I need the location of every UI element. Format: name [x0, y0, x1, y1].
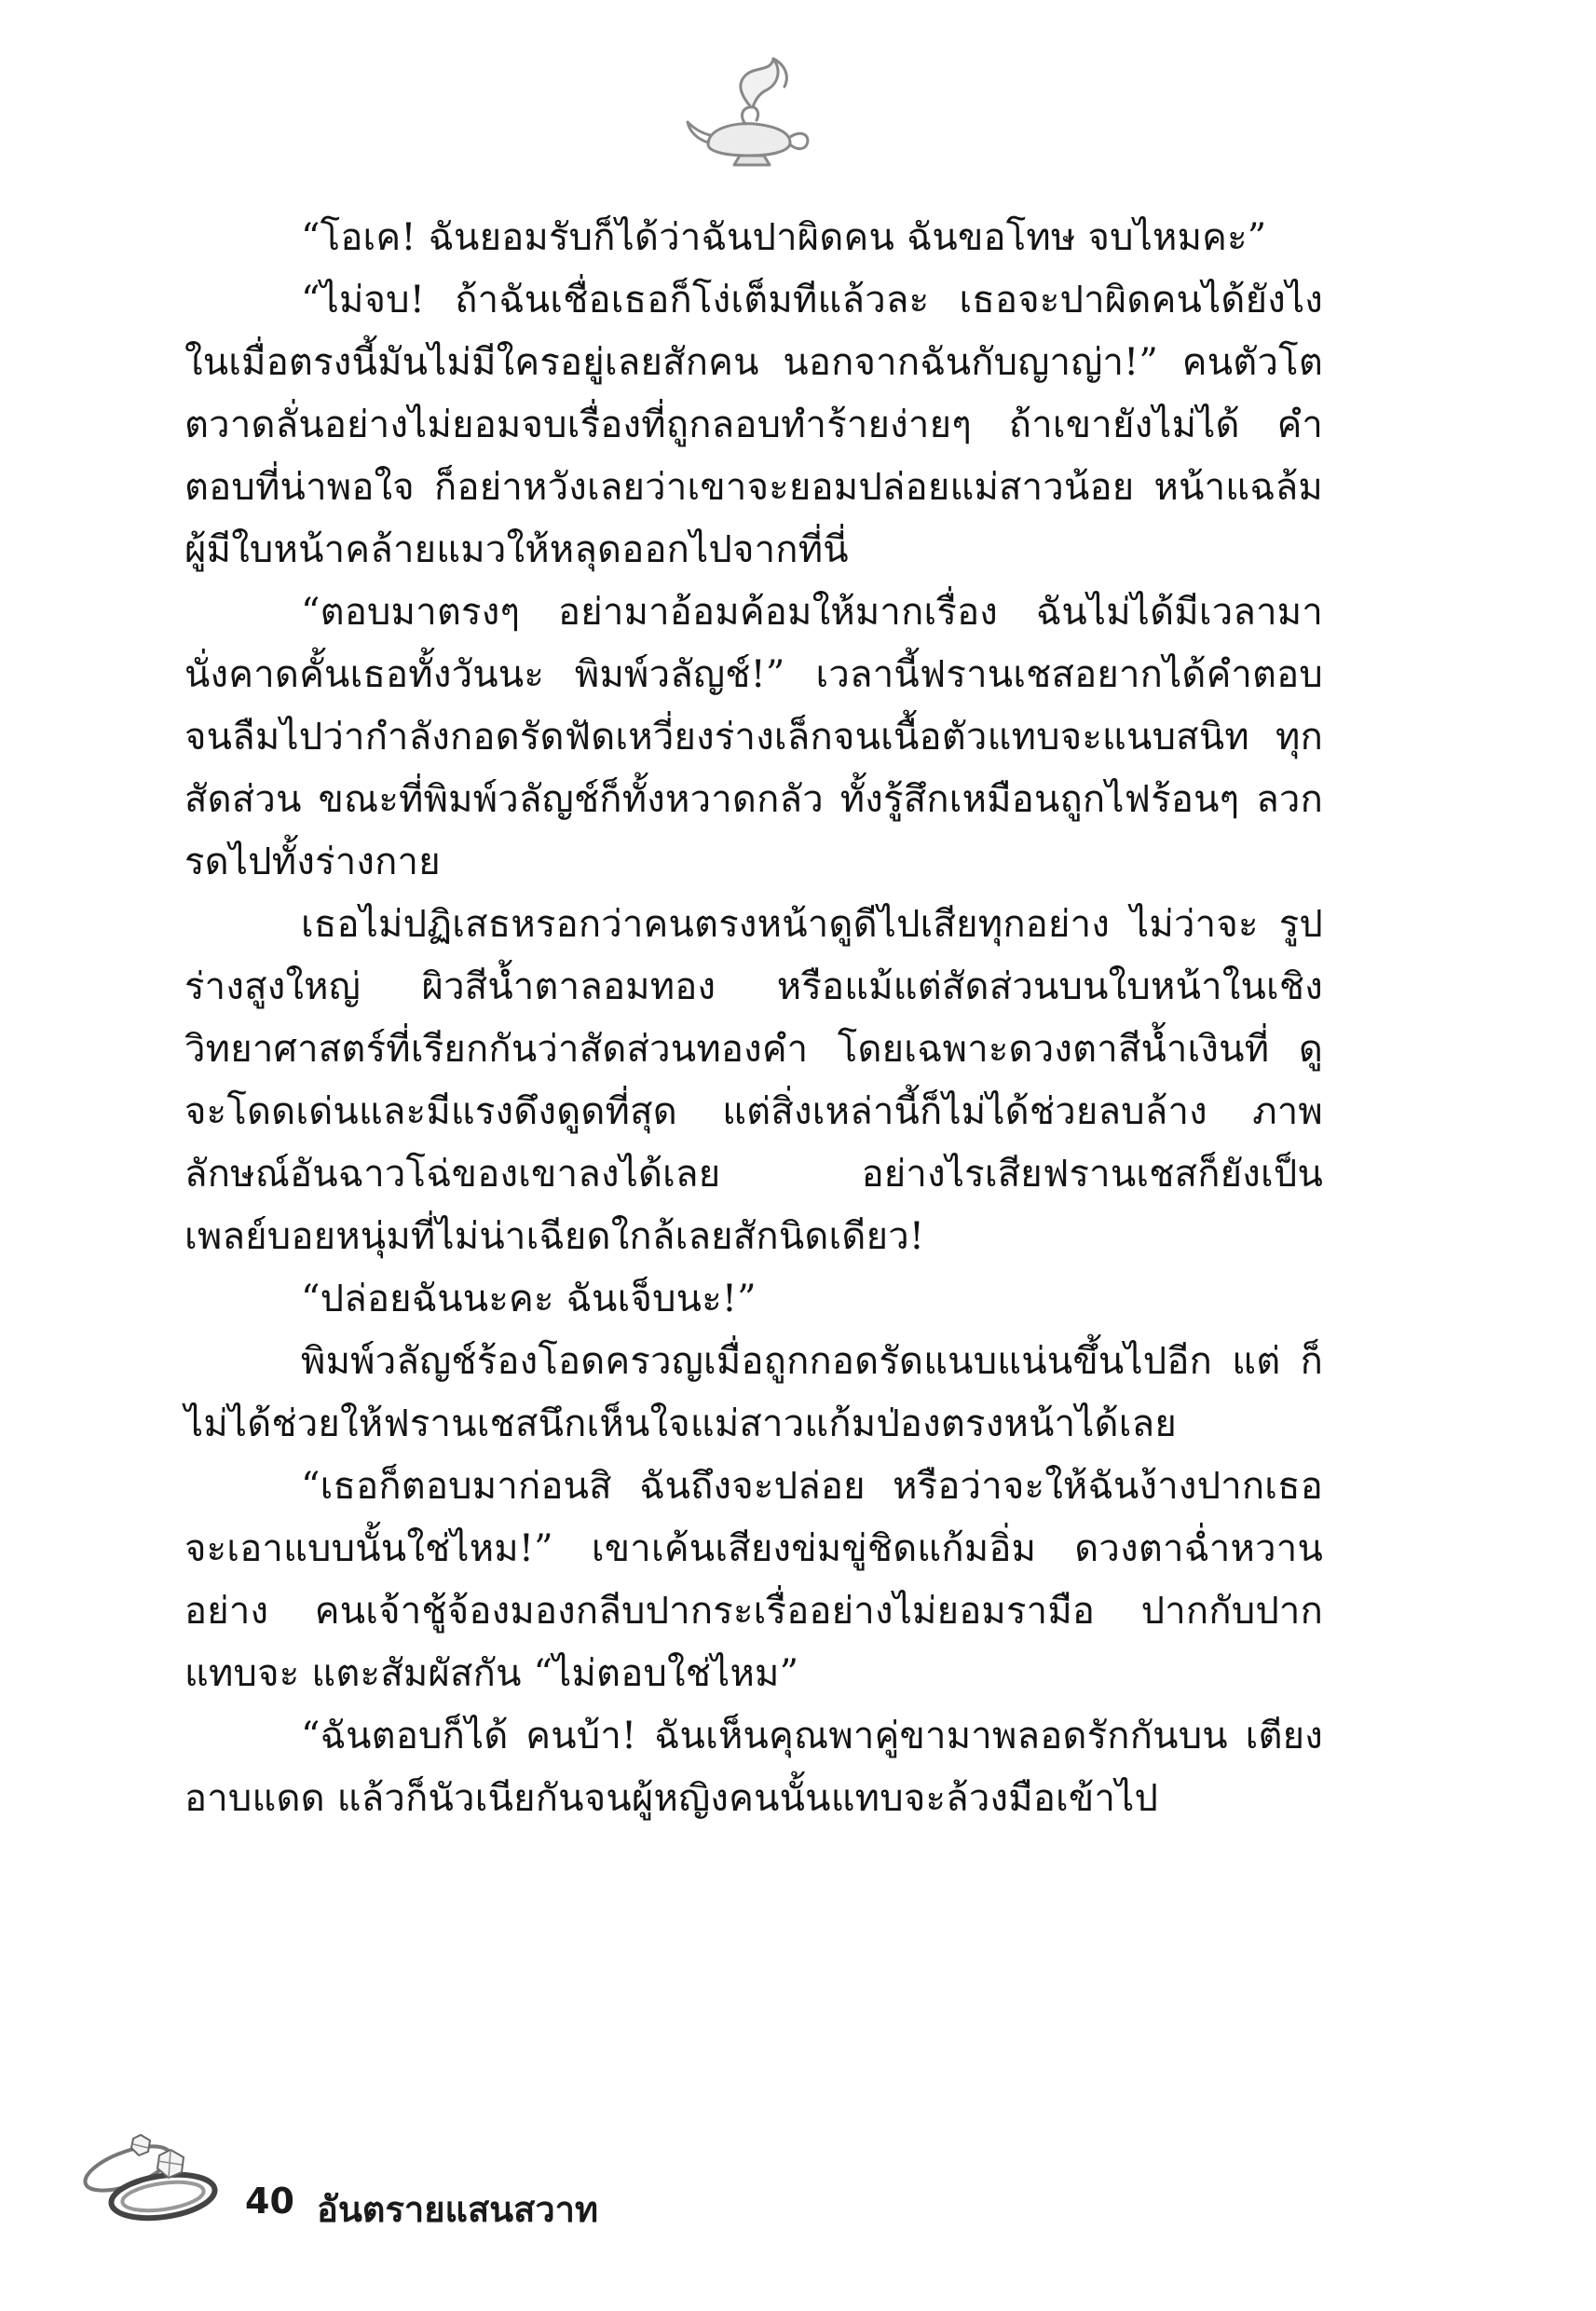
paragraph: “ฉันตอบก็ได้ คนบ้า! ฉันเห็นคุณพาคู่ขามาพลอดรักกันบน เตียงอาบแดด แล้วก็นัวเนียกันจนผู้หญิงคนนั้นแทบจะล้วงมือเข้าไป: [184, 1715, 1323, 1820]
paragraph: “เธอก็ตอบมาก่อนสิ ฉันถึงจะปล่อย หรือว่าจะให้ฉันง้างปากเธอ จะเอาแบบนั้นใช่ไหม!” เขาเค้นเสียงข่มขู่ชิดแก้มอิ่ม ดวงตาฉ่ำหวานอย่าง คนเจ้าชู้จ้องมองกลีบปากระเรื่ออย่างไม่ยอมรามือ ปากกับปากแทบจะ แตะสัมผัสกัน “ไม่ตอบใช่ไหม”: [184, 1465, 1323, 1695]
diamond-rings-icon: [61, 2111, 238, 2232]
story-text: [184, 207, 1323, 1830]
paragraph: “ไม่จบ! ถ้าฉันเชื่อเธอก็โง่เต็มทีแล้วละ เธอจะปาผิดคนได้ยังไง ในเมื่อตรงนี้มันไม่มีใครอยู่เลยสักคน นอกจากฉันกับญาญ่า!” คนตัวโต ตวาดลั่นอย่างไม่ยอมจบเรื่องที่ถูกลอบทำร้ายง่ายๆ ถ้าเขายังไม่ได้ คำตอบที่น่าพอใจ ก็อย่าหวังเลยว่าเขาจะยอมปล่อยแม่สาวน้อย หน้าแฉล้มผู้มีใบหน้าคล้ายแมวให้หลุดออกไปจากที่นี่: [184, 279, 1323, 571]
paragraph: พิมพ์วลัญช์ร้องโอดครวญเมื่อถูกกอดรัดแนบแน่นขึ้นไปอีก แต่ ก็ไม่ได้ช่วยให้ฟรานเชสนึกเห็นใจแม่สาวแก้มป่องตรงหน้าได้เลย: [184, 1340, 1323, 1445]
paragraph: เธอไม่ปฏิเสธหรอกว่าคนตรงหน้าดูดีไปเสียทุกอย่าง ไม่ว่าจะ รูปร่างสูงใหญ่ ผิวสีน้ำตาลอมทอง หรือแม้แต่สัดส่วนบนใบหน้าในเชิง วิทยาศาสตร์ที่เรียกกันว่าสัดส่วนทองคำ โดยเฉพาะดวงตาสีน้ำเงินที่ ดูจะโดดเด่นและมีแรงดึงดูดที่สุด แต่สิ่งเหล่านี้ก็ไม่ได้ช่วยลบล้าง ภาพลักษณ์อันฉาวโฉ่ของเขาลงได้เลย อย่างไรเสียฟรานเชสก็ยังเป็น เพลย์บอยหนุ่มที่ไม่น่าเฉียดใกล้เลยสักนิดเดียว!: [184, 903, 1323, 1258]
book-title: อันตรายแสนสวาท: [317, 2189, 599, 2230]
magic-lamp-icon: [680, 51, 820, 172]
paragraph: “โอเค! ฉันยอมรับก็ได้ว่าฉันปาผิดคน ฉันขอโทษ จบไหมคะ”: [301, 216, 1267, 259]
paragraph: “ปล่อยฉันนะคะ ฉันเจ็บนะ!”: [301, 1278, 757, 1320]
paragraph: “ตอบมาตรงๆ อย่ามาอ้อมค้อมให้มากเรื่อง ฉันไม่ได้มีเวลามา นั่งคาดคั้นเธอทั้งวันนะ พิมพ์วลัญช์!” เวลานี้ฟรานเชสอยากได้คำตอบ จนลืมไปว่ากำลังกอดรัดฟัดเหวี่ยงร่างเล็กจนเนื้อตัวแทบจะแนบสนิท ทุกสัดส่วน ขณะที่พิมพ์วลัญช์ก็ทั้งหวาดกลัว ทั้งรู้สึกเหมือนถูกไฟร้อนๆ ลวกรดไปทั้งร่างกาย: [184, 591, 1323, 883]
page-number: 40: [245, 2181, 294, 2222]
page-footer: [61, 2111, 713, 2241]
